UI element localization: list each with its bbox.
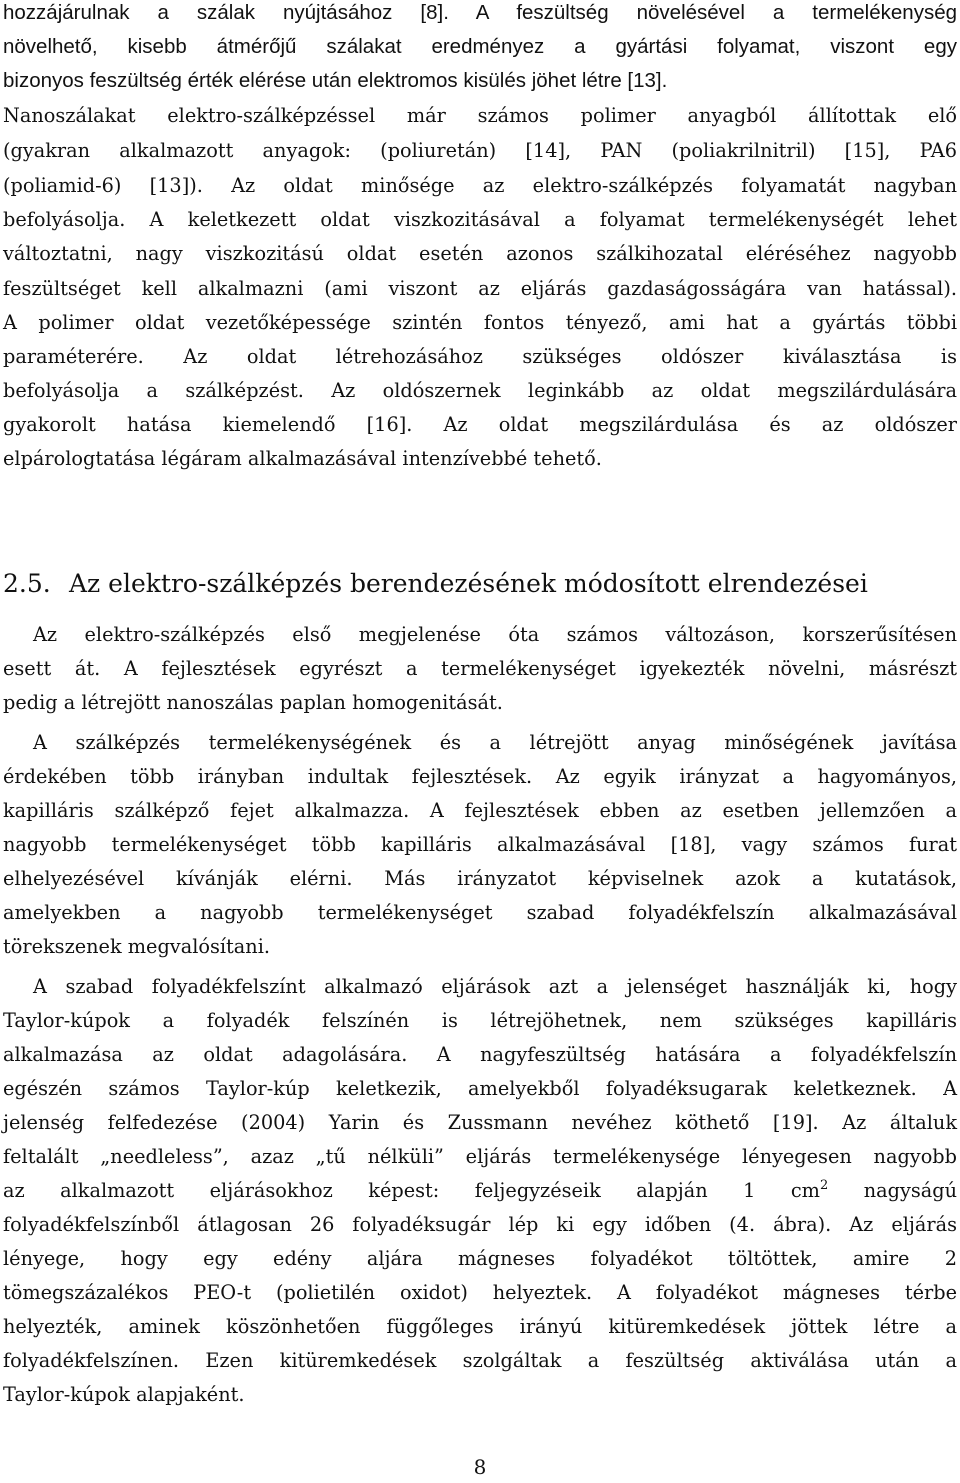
superscript: 2 [819, 1178, 829, 1193]
text-line: nagyobb termelékenységet több kapilláris alkalmazásával [18], vagy számos furat [3, 833, 957, 856]
section-number: 2.5. [3, 569, 51, 598]
text-line: gyakorolt hatása kiemelendő [16]. Az oldat megszilárdulása és az oldószer [3, 413, 957, 436]
text-line: lényege, hogy egy edény aljára mágneses folyadékot töltöttek, amire 2 [3, 1247, 957, 1270]
text-line: alkalmazása az oldat adagolására. A nagyfeszültség hatására a folyadékfelszín [3, 1043, 957, 1066]
text-line: növelhető, kisebb átmérőjű szálakat eredményez a gyártási folyamat, viszont egy [3, 35, 957, 58]
text-line: hozzájárulnak a szálak nyújtásához [8]. A feszültség növelésével a termelékenység [3, 1, 957, 24]
text-line: Az elektro-szálképzés első megjelenése óta számos változáson, korszerűsítésen [33, 623, 957, 646]
text-line: folyadékfelszínen. Ezen kitüremkedések szolgáltak a feszültség aktiválása után a [3, 1349, 957, 1372]
text-line: amelyekben a nagyobb termelékenységet szabad folyadékfelszín alkalmazásával [3, 901, 957, 924]
text-line: feltalált „needleless”, azaz „tű nélküli” eljárás termelékenysége lényegesen nagyobb [3, 1145, 957, 1168]
text-line: esett át. A fejlesztések egyrészt a termelékenységet igyekezték növelni, másrészt [3, 657, 957, 680]
text-line: érdekében több irányban indultak fejlesztések. Az egyik irányzat a hagyományos, [3, 765, 957, 788]
section-title: Az elektro-szálképzés berendezésének módosított elrendezései [69, 569, 868, 598]
text-line: (poliamid-6) [13]). Az oldat minősége az elektro-szálképzés folyamatát nagyban [3, 174, 957, 197]
section-heading [3, 564, 957, 604]
text-segment: nagyságú [828, 1179, 957, 1202]
text-line: A szálképzés termelékenységének és a létrejött anyag minőségének javítása [33, 731, 957, 754]
text-line: befolyásolja a szálképzést. Az oldószernek leginkább az oldat megszilárdulására [3, 379, 957, 402]
text-line: A szabad folyadékfelszínt alkalmazó eljárások azt a jelenséget használják ki, hogy [33, 975, 957, 998]
text-line: elhelyezésével kívánják elérni. Más irányzatot képviselnek azok a kutatások, [3, 867, 957, 890]
text-line: jelenség felfedezése (2004) Yarin és Zussmann nevéhez köthető [19]. Az általuk [3, 1111, 957, 1134]
text-line: törekszenek megvalósítani. [3, 935, 270, 958]
text-line [3, 1174, 957, 1208]
text-line: Nanoszálakat elektro-szálképzéssel már számos polimer anyagból állítottak elő [3, 104, 957, 127]
text-line: A polimer oldat vezetőképessége szintén fontos tényező, ami hat a gyártás többi [3, 311, 957, 334]
page-number: 8 [473, 1455, 487, 1479]
text-line: változtatni, nagy viszkozitású oldat esetén azonos szálkihozatal eléréséhez nagyobb [3, 242, 957, 265]
text-line: Taylor-kúpok a folyadék felszínén is létrejöhetnek, nem szükséges kapilláris [3, 1009, 957, 1032]
text-line: kapilláris szálképző fejet alkalmazza. A fejlesztések ebben az esetben jellemzően a [3, 799, 957, 822]
text-line: egészén számos Taylor-kúp keletkezik, amelyekből folyadéksugarak keletkeznek. A [3, 1077, 957, 1100]
text-line: Taylor-kúpok alapjaként. [3, 1383, 245, 1406]
text-line: elpárologtatása légáram alkalmazásával intenzívebbé tehető. [3, 447, 602, 470]
text-line: bizonyos feszültség érték elérése után elektromos kisülés jöhet létre [13]. [3, 69, 668, 92]
text-line: helyezték, aminek köszönhetően függőleges irányú kitüremkedések jöttek létre a [3, 1315, 957, 1338]
text-line: (gyakran alkalmazott anyagok: (poliuretán) [14], PAN (poliakrilnitril) [15], PA6 [3, 139, 957, 162]
text-segment: az alkalmazott eljárásokhoz képest: feljegyzéseik alapján 1 cm [3, 1179, 820, 1202]
text-line: folyadékfelszínből átlagosan 26 folyadéksugár lép ki egy időben (4. ábra). Az eljárás [3, 1213, 957, 1236]
text-line: tömegszázalékos PEO-t (polietilén oxidot) helyeztek. A folyadékot mágneses térbe [3, 1281, 957, 1304]
text-line: feszültséget kell alkalmazni (ami viszont az eljárás gazdaságosságára van hatással). [3, 277, 957, 300]
text-line: befolyásolja. A keletkezett oldat viszkozitásával a folyamat termelékenységét lehet [3, 208, 957, 231]
text-line: paraméterére. Az oldat létrehozásához szükséges oldószer kiválasztása is [3, 345, 957, 368]
text-line: pedig a létrejött nanoszálas paplan homogenitását. [3, 691, 503, 714]
